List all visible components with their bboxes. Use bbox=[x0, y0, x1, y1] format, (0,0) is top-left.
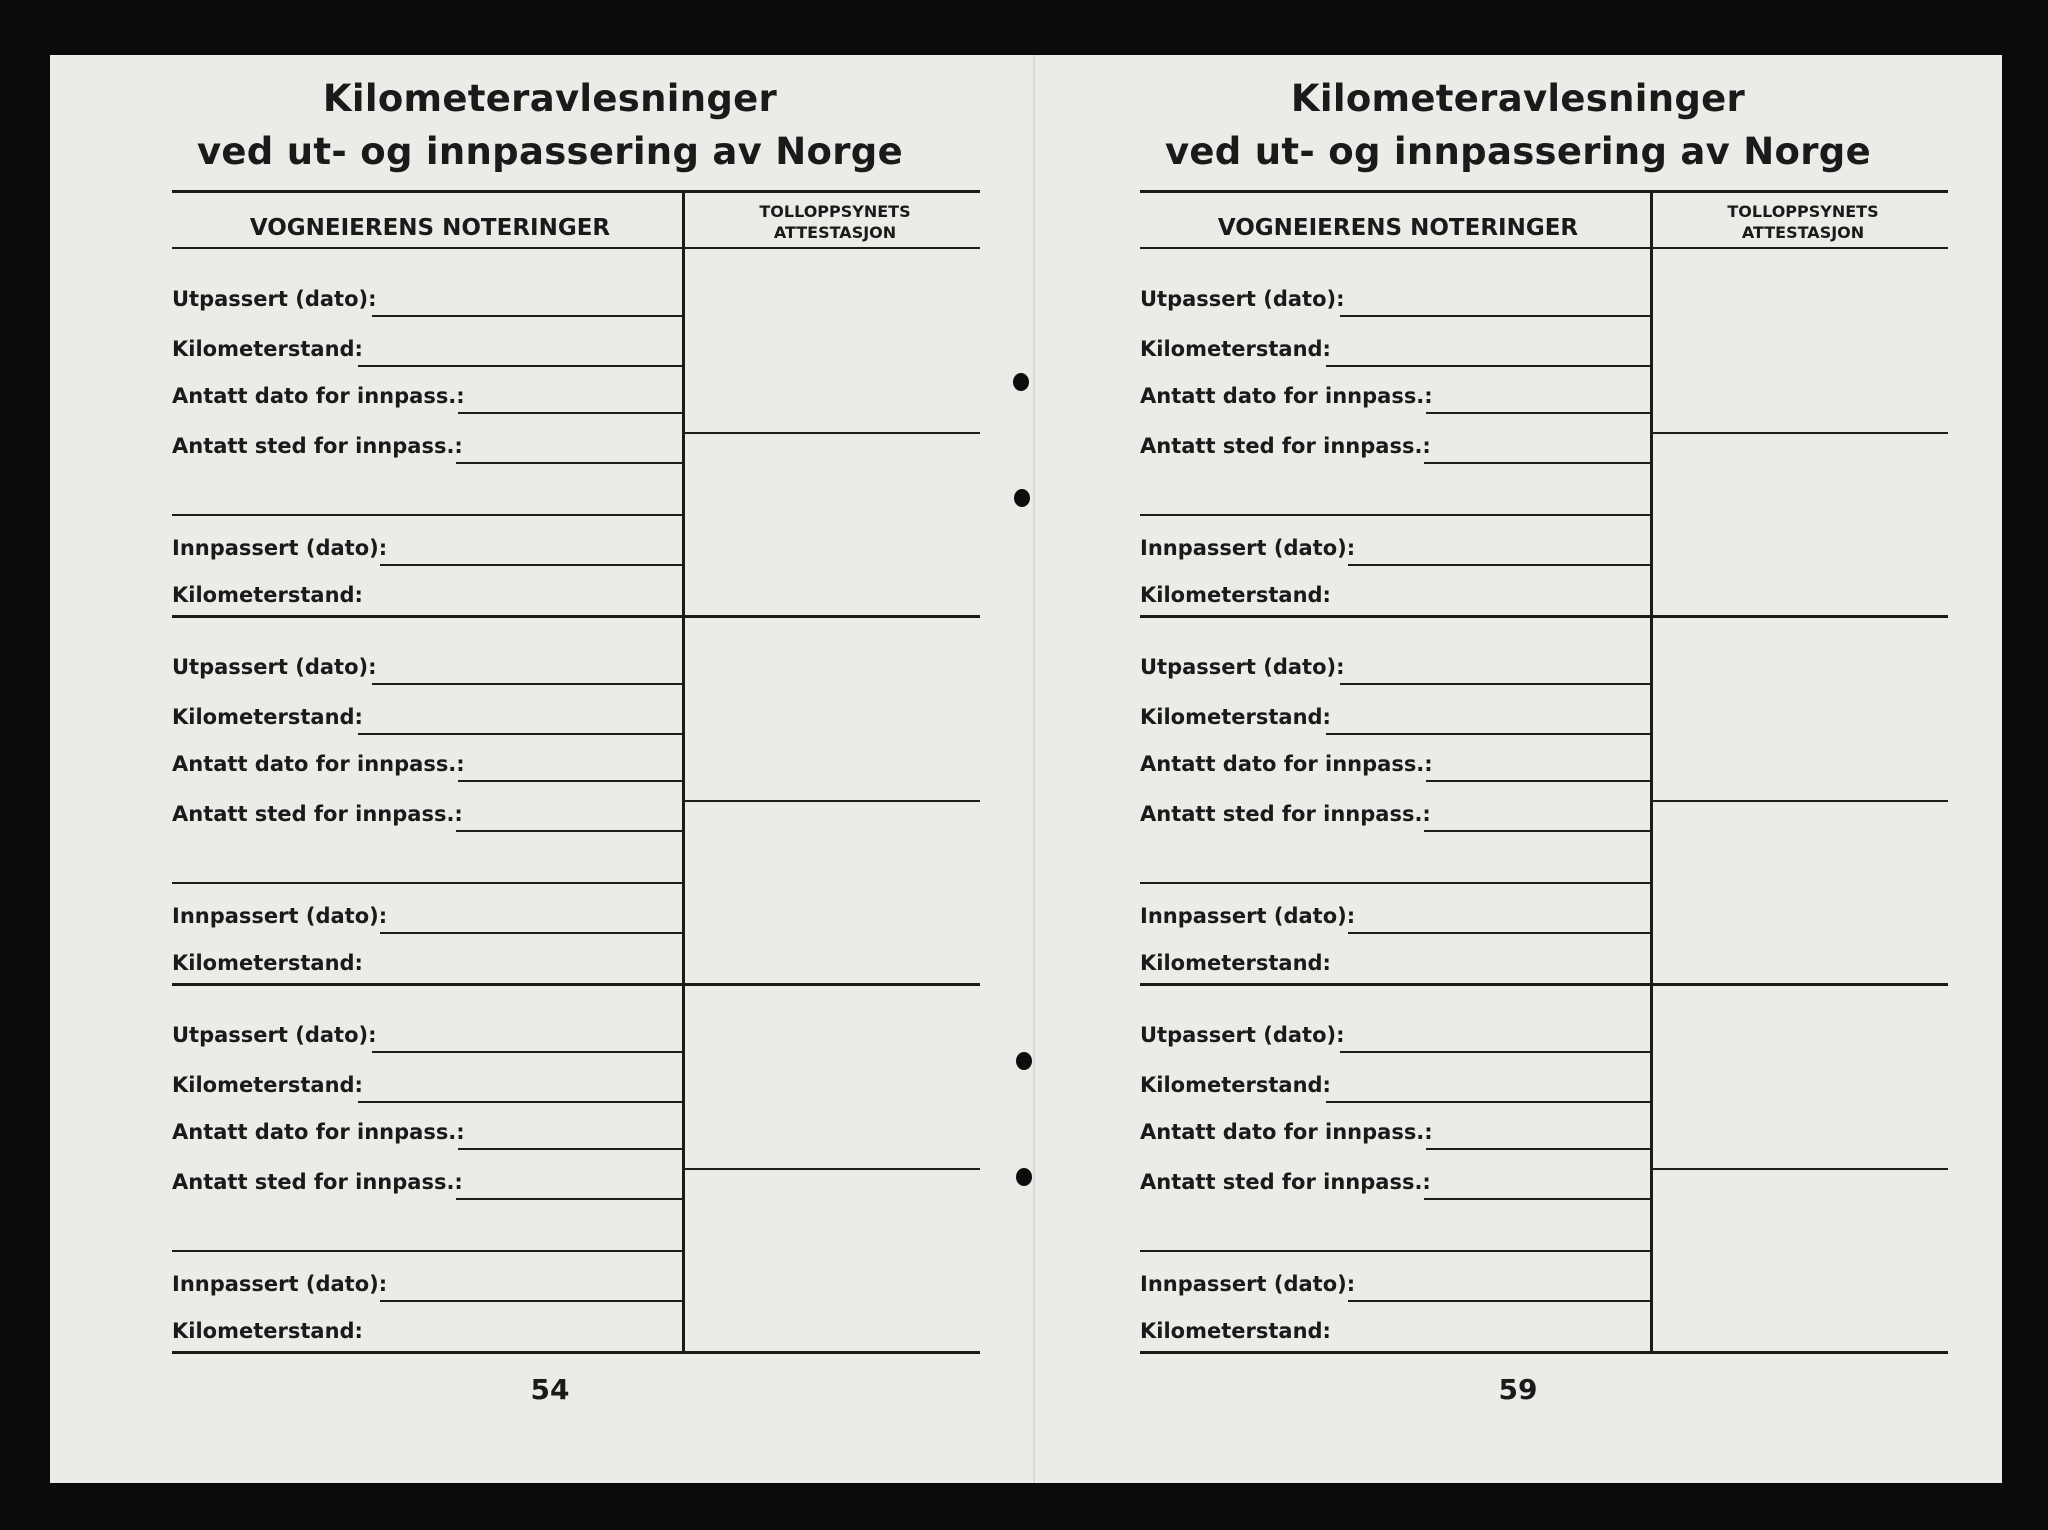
field-label-km2: Kilometerstand: bbox=[172, 951, 363, 975]
field-label-dato: Antatt dato for innpass.: bbox=[172, 384, 465, 408]
fill-in-line bbox=[458, 1148, 682, 1150]
field-label-sted: Antatt sted for innpass.: bbox=[1140, 434, 1431, 458]
field-label-innpassert: Innpassert (dato): bbox=[1140, 1272, 1356, 1296]
center-fold bbox=[1033, 55, 1035, 1483]
page-title-line1: Kilometeravlesninger bbox=[322, 77, 778, 120]
fill-in-line bbox=[458, 412, 682, 414]
fill-in-line bbox=[358, 733, 682, 735]
column-header-customs-line1: TOLLOPPSYNETS bbox=[759, 202, 911, 221]
fill-in-line bbox=[1348, 932, 1650, 934]
fill-in-line bbox=[372, 683, 682, 685]
field-label-utpassert: Utpassert (dato): bbox=[172, 655, 377, 679]
customs-field-line bbox=[1651, 432, 1948, 434]
column-header-customs-line2: ATTESTASJON bbox=[1741, 223, 1865, 242]
block-separator-rule bbox=[1140, 615, 1948, 618]
field-label-sted: Antatt sted for innpass.: bbox=[172, 802, 463, 826]
page-title-line2: ved ut- og innpassering av Norge bbox=[1164, 130, 1871, 173]
fill-in-line-blank bbox=[1140, 882, 1650, 884]
fill-in-line bbox=[456, 830, 682, 832]
fill-in-line bbox=[1348, 564, 1650, 566]
field-label-utpassert: Utpassert (dato): bbox=[172, 287, 377, 311]
field-label-innpassert: Innpassert (dato): bbox=[1140, 904, 1356, 928]
punch-hole bbox=[1013, 373, 1029, 391]
fill-in-line bbox=[1426, 412, 1650, 414]
field-label-innpassert: Innpassert (dato): bbox=[172, 904, 388, 928]
column-header-customs bbox=[685, 201, 985, 243]
field-label-sted: Antatt sted for innpass.: bbox=[1140, 802, 1431, 826]
field-label-km2: Kilometerstand: bbox=[1140, 951, 1331, 975]
header-bottom-rule bbox=[1140, 247, 1948, 249]
fill-in-line bbox=[1426, 1148, 1650, 1150]
header-column-divider bbox=[682, 192, 685, 249]
punch-hole bbox=[1016, 1168, 1032, 1186]
fill-in-line bbox=[1340, 315, 1650, 317]
block-separator-rule bbox=[1140, 1351, 1948, 1354]
page-number: 59 bbox=[1498, 1373, 1538, 1406]
column-header-owner-notes: VOGNEIERENS NOTERINGER bbox=[249, 215, 611, 241]
fill-in-line bbox=[456, 1198, 682, 1200]
block-separator-rule bbox=[1140, 983, 1948, 986]
scanned-sheet bbox=[50, 55, 2002, 1483]
column-header-customs-line2: ATTESTASJON bbox=[773, 223, 897, 242]
fill-in-line bbox=[1424, 830, 1650, 832]
field-label-km1: Kilometerstand: bbox=[172, 705, 363, 729]
fill-in-line bbox=[458, 780, 682, 782]
customs-field-line bbox=[683, 800, 980, 802]
fill-in-line-blank bbox=[1140, 1250, 1650, 1252]
field-label-sted: Antatt sted for innpass.: bbox=[172, 1170, 463, 1194]
fill-in-line-blank bbox=[172, 882, 682, 884]
field-label-km2: Kilometerstand: bbox=[172, 1319, 363, 1343]
field-label-utpassert: Utpassert (dato): bbox=[1140, 1023, 1345, 1047]
field-label-km2: Kilometerstand: bbox=[1140, 1319, 1331, 1343]
column-divider bbox=[1650, 247, 1653, 615]
field-label-km1: Kilometerstand: bbox=[1140, 1073, 1331, 1097]
block-separator-rule bbox=[172, 615, 980, 618]
field-label-utpassert: Utpassert (dato): bbox=[1140, 287, 1345, 311]
field-label-km2: Kilometerstand: bbox=[172, 583, 363, 607]
column-divider bbox=[1650, 615, 1653, 983]
fill-in-line bbox=[1348, 1300, 1650, 1302]
column-divider bbox=[1650, 983, 1653, 1351]
header-top-rule bbox=[1140, 190, 1948, 193]
page-left bbox=[120, 55, 1000, 1483]
column-divider bbox=[682, 983, 685, 1351]
fill-in-line bbox=[1326, 1101, 1650, 1103]
customs-field-line bbox=[1651, 800, 1948, 802]
field-label-km1: Kilometerstand: bbox=[172, 337, 363, 361]
field-label-innpassert: Innpassert (dato): bbox=[172, 1272, 388, 1296]
field-label-sted: Antatt sted for innpass.: bbox=[1140, 1170, 1431, 1194]
page-right bbox=[1088, 55, 1968, 1483]
field-label-innpassert: Innpassert (dato): bbox=[172, 536, 388, 560]
fill-in-line bbox=[358, 365, 682, 367]
fill-in-line bbox=[372, 1051, 682, 1053]
field-label-km1: Kilometerstand: bbox=[1140, 337, 1331, 361]
fill-in-line bbox=[380, 564, 682, 566]
fill-in-line bbox=[372, 315, 682, 317]
customs-field-line bbox=[683, 1168, 980, 1170]
column-header-owner-notes: VOGNEIERENS NOTERINGER bbox=[1217, 215, 1579, 241]
fill-in-line-blank bbox=[172, 1250, 682, 1252]
column-divider bbox=[682, 247, 685, 615]
punch-hole bbox=[1014, 489, 1030, 507]
field-label-sted: Antatt sted for innpass.: bbox=[172, 434, 463, 458]
field-label-dato: Antatt dato for innpass.: bbox=[172, 1120, 465, 1144]
field-label-innpassert: Innpassert (dato): bbox=[1140, 536, 1356, 560]
fill-in-line bbox=[1326, 733, 1650, 735]
field-label-km1: Kilometerstand: bbox=[1140, 705, 1331, 729]
fill-in-line bbox=[456, 462, 682, 464]
header-column-divider bbox=[1650, 192, 1653, 249]
page-title-line2: ved ut- og innpassering av Norge bbox=[196, 130, 903, 173]
field-label-km1: Kilometerstand: bbox=[172, 1073, 363, 1097]
page-number: 54 bbox=[530, 1373, 570, 1406]
fill-in-line bbox=[1424, 1198, 1650, 1200]
field-label-dato: Antatt dato for innpass.: bbox=[1140, 752, 1433, 776]
fill-in-line bbox=[380, 1300, 682, 1302]
fill-in-line bbox=[380, 932, 682, 934]
page-title-line1: Kilometeravlesninger bbox=[1290, 77, 1746, 120]
fill-in-line bbox=[358, 1101, 682, 1103]
column-header-customs bbox=[1653, 201, 1953, 243]
field-label-dato: Antatt dato for innpass.: bbox=[1140, 1120, 1433, 1144]
column-header-customs-line1: TOLLOPPSYNETS bbox=[1727, 202, 1879, 221]
block-separator-rule bbox=[172, 1351, 980, 1354]
field-label-utpassert: Utpassert (dato): bbox=[172, 1023, 377, 1047]
fill-in-line bbox=[1424, 462, 1650, 464]
field-label-km2: Kilometerstand: bbox=[1140, 583, 1331, 607]
header-bottom-rule bbox=[172, 247, 980, 249]
header-top-rule bbox=[172, 190, 980, 193]
fill-in-line bbox=[1340, 683, 1650, 685]
fill-in-line bbox=[1326, 365, 1650, 367]
customs-field-line bbox=[1651, 1168, 1948, 1170]
field-label-utpassert: Utpassert (dato): bbox=[1140, 655, 1345, 679]
fill-in-line-blank bbox=[172, 514, 682, 516]
punch-hole bbox=[1016, 1052, 1032, 1070]
block-separator-rule bbox=[172, 983, 980, 986]
field-label-dato: Antatt dato for innpass.: bbox=[172, 752, 465, 776]
field-label-dato: Antatt dato for innpass.: bbox=[1140, 384, 1433, 408]
customs-field-line bbox=[683, 432, 980, 434]
fill-in-line bbox=[1426, 780, 1650, 782]
column-divider bbox=[682, 615, 685, 983]
fill-in-line-blank bbox=[1140, 514, 1650, 516]
fill-in-line bbox=[1340, 1051, 1650, 1053]
